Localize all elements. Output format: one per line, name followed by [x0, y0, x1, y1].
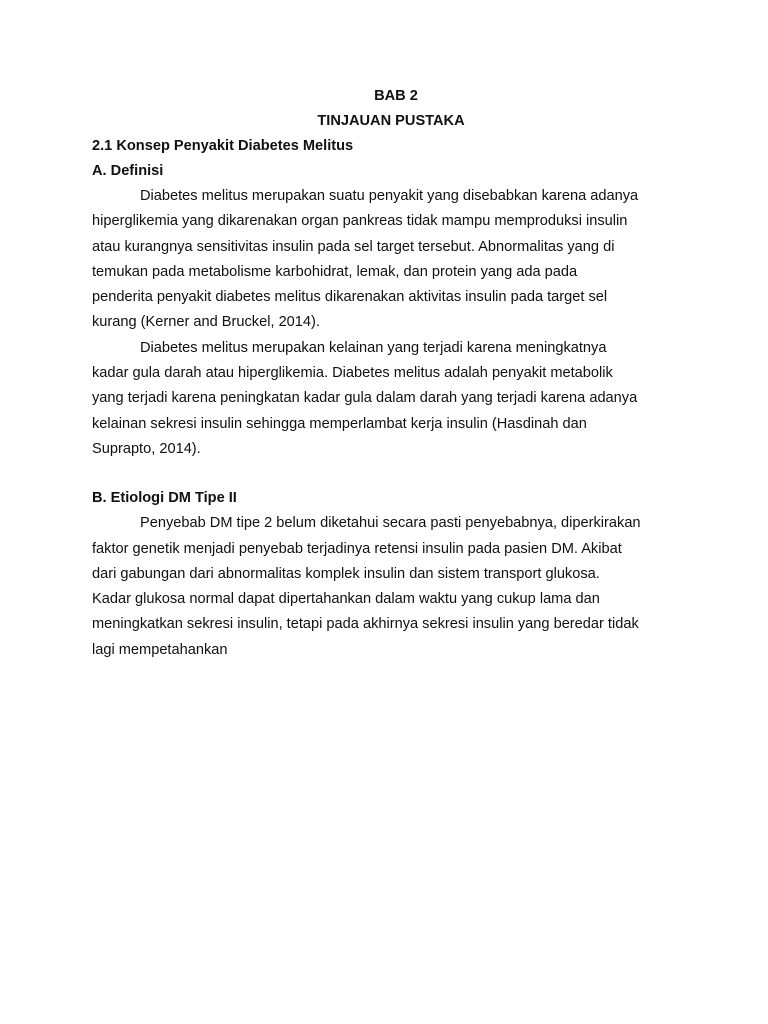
paragraph-line: kurang (Kerner and Bruckel, 2014). — [92, 314, 320, 331]
paragraph-line: Suprapto, 2014). — [92, 440, 201, 457]
chapter-label: BAB 2 — [374, 88, 418, 104]
paragraph-line: meningkatkan sekresi insulin, tetapi pada akhirnya sekresi insulin yang beredar tidak — [92, 616, 639, 633]
paragraph-line: Kadar glukosa normal dapat dipertahankan dalam waktu yang cukup lama dan — [92, 591, 600, 608]
paragraph-definisi-1 — [92, 184, 676, 336]
paragraph-line: yang terjadi karena peningkatan kadar gula dalam darah yang terjadi karena adanya — [92, 390, 638, 407]
paragraph-etiologi-1 — [92, 511, 676, 663]
paragraph-line: hiperglikemia yang dikarenakan organ pankreas tidak mampu memproduksi insulin — [92, 213, 628, 230]
section-heading: 2.1 Konsep Penyakit Diabetes Melitus — [92, 138, 354, 154]
paragraph-line: Penyebab DM tipe 2 belum diketahui secara pasti penyebabnya, diperkirakan — [140, 515, 641, 532]
paragraph-line: Diabetes melitus merupakan suatu penyakit yang disebabkan karena adanya — [140, 188, 639, 204]
paragraph-line: dari gabungan dari abnormalitas komplek insulin dan sistem transport glukosa. — [92, 565, 600, 582]
subsection-heading-definisi: A. Definisi — [92, 163, 164, 179]
paragraph-line: penderita penyakit diabetes melitus dikarenakan aktivitas insulin pada target sel — [92, 289, 608, 306]
document-body — [92, 84, 676, 663]
paragraph-line: lagi mempetahankan — [92, 641, 228, 658]
paragraph-line: atau kurangnya sensitivitas insulin pada sel target tersebut. Abnormalitas yang di — [92, 238, 615, 255]
subsection-heading-etiologi: B. Etiologi DM Tipe II — [92, 490, 237, 507]
paragraph-line: Diabetes melitus merupakan kelainan yang terjadi karena meningkatnya — [140, 339, 607, 356]
paragraph-line: kadar gula darah atau hiperglikemia. Diabetes melitus adalah penyakit metabolik — [92, 365, 613, 382]
paragraph-line: faktor genetik menjadi penyebab terjadinya retensi insulin pada pasien DM. Akibat — [92, 540, 622, 557]
paragraph-line: temukan pada metabolisme karbohidrat, lemak, dan protein yang ada pada — [92, 263, 578, 280]
paragraph-line: kelainan sekresi insulin sehingga memperlambat kerja insulin (Hasdinah dan — [92, 415, 587, 432]
chapter-title: TINJAUAN PUSTAKA — [317, 113, 465, 129]
paragraph-definisi-2 — [92, 336, 676, 462]
